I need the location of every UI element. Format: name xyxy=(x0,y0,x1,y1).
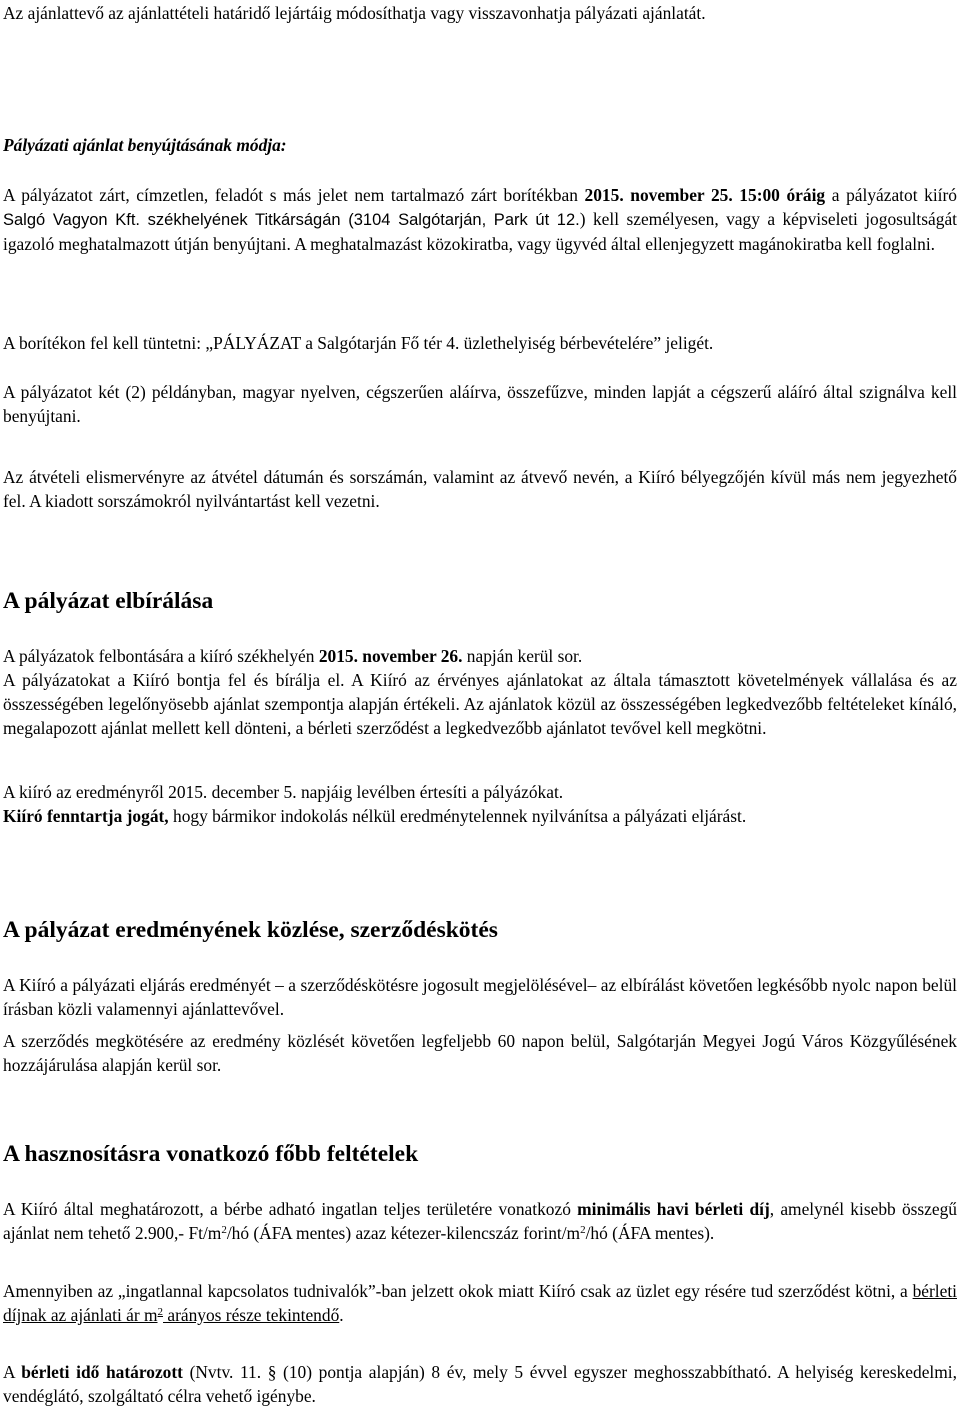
lease-text-2: (Nvtv. 11. § (10) pontja alapján) 8 év, mely 5 évvel egyszer meghosszabbítható. A helyiség kereskedelmi, vendéglátó, szolgáltató célra vehető igénybe. xyxy=(3,1362,957,1406)
opening-text-2: napján kerül sor. xyxy=(462,646,583,666)
result-paragraph-2: A szerződés megkötésére az eredmény közlését követően legfeljebb 60 napon belül, Salgótarján Megyei Jogú Város Közgyűlésének hozzájárulása alapján kerül sor. xyxy=(3,1031,957,1075)
envelope-label-paragraph: A borítékon fel kell tüntetni: „PÁLYÁZAT a Salgótarján Fő tér 4. üzlethelyiség bérbevételére” jeligét. xyxy=(3,333,714,353)
reservation-text: hogy bármikor indokolás nélkül eredménytelennek nyilvánítsa a pályázati eljárást. xyxy=(168,806,747,826)
rent-text-1: A Kiíró által meghatározott, a bérbe adható ingatlan teljes területére vonatkozó xyxy=(3,1199,578,1219)
copies-paragraph: A pályázatot két (2) példányban, magyar nyelven, cégszerűen aláírva, összefűzve, minden lapját a cégszerű aláíró által szignálva kell benyújtani. xyxy=(3,382,957,426)
intro-paragraph: Az ajánlattevő az ajánlattételi határidő lejártáig módosíthatja vagy visszavonhatja pályázati ajánlatát. xyxy=(3,3,706,23)
rent-superscript-2: 2 xyxy=(580,1223,586,1236)
opening-date: 2015. november 26. xyxy=(318,646,463,666)
opening-text-1: A pályázatok felbontására a kiíró székhelyén xyxy=(3,646,319,666)
submission-deadline: 2015. november 25. 15:00 óráig xyxy=(584,185,826,205)
submission-address: Salgó Vagyon Kft. székhelyének Titkárságán (3104 Salgótarján, Park út 12. xyxy=(3,210,580,229)
lease-term-bold: bérleti idő határozott xyxy=(21,1362,183,1382)
submission-heading: Pályázati ajánlat benyújtásának módja: xyxy=(3,135,287,155)
rent-text-4: /hó (ÁFA mentes). xyxy=(585,1222,715,1243)
evaluation-paragraph: A pályázatokat a Kiíró bontja fel és bírálja el. A Kiíró az érvényes ajánlatokat az általa támasztott követelmények vállalása és az összességében legelőnyösebb ajánlat szempontja alapján értékeli. Az ajánlatok közül az összességében legkedvezőbb feltételeket kínáló, megalapozott ajánlat mellett kell dönteni, a bérleti szerződést a legkedvezőbb ajánlatot tevővel kell megkötni. xyxy=(3,670,957,738)
partial-text-2: . xyxy=(339,1304,344,1325)
reservation-bold: Kiíró fenntartja jogát, xyxy=(3,806,169,826)
result-paragraph-1: A Kiíró a pályázati eljárás eredményét – a szerződéskötésre jogosult megjelölésével– az elbírálást követően legkésőbb nyolc napon belül írásban közli valamennyi ajánlattevővel. xyxy=(3,975,957,1019)
lease-term-paragraph xyxy=(3,1361,957,1409)
rent-text-3: /hó (ÁFA mentes) azaz kétezer-kilencszáz forint/m xyxy=(226,1222,581,1243)
submission-paragraph xyxy=(3,184,957,256)
submission-text-3: ) kell személyesen, vagy a képviseleti jogosultságát igazoló meghatalmazott útján benyújtani. A meghatalmazást közokiratba, vagy ügyvéd által ellenjegyzett magánokiratba kell foglalni. xyxy=(3,208,957,254)
evaluation-heading: A pályázat elbírálása xyxy=(3,588,214,614)
reservation-paragraph xyxy=(3,805,957,829)
rent-paragraph xyxy=(3,1198,957,1246)
partial-underlined-1: bérleti díjnak az ajánlati ár m xyxy=(3,1281,957,1325)
rent-superscript-1: 2 xyxy=(221,1223,227,1236)
result-heading: A pályázat eredményének közlése, szerződéskötés xyxy=(3,917,498,943)
opening-date-line xyxy=(3,645,957,669)
rent-text-2: , amelynél kisebb összegű ajánlat nem tehető 2.900,- Ft/m xyxy=(3,1199,957,1243)
partial-rent-paragraph xyxy=(3,1280,957,1328)
rent-minimum: minimális havi bérleti díj xyxy=(577,1199,770,1219)
partial-underlined-2: arányos része tekintendő xyxy=(163,1304,340,1325)
terms-heading: A hasznosításra vonatkozó főbb feltételek xyxy=(3,1141,419,1167)
partial-superscript: 2 xyxy=(157,1305,164,1318)
submission-text-1: A pályázatot zárt, címzetlen, feladót s más jelet nem tartalmazó zárt borítékban xyxy=(3,185,585,205)
receipt-paragraph: Az átvételi elismervényre az átvétel dátumán és sorszámán, valamint az átvevő nevén, a Kiíró bélyegzőjén kívül más nem jegyezhető fel. A kiadott sorszámokról nyilvántartást kell vezetni. xyxy=(3,467,957,511)
submission-text-2: a pályázatot kiíró xyxy=(825,185,958,205)
lease-text-1: A xyxy=(3,1362,22,1382)
partial-text-1: Amennyiben az „ingatlannal kapcsolatos tudnivalók”-ban jelzett okok miatt Kiíró csak az üzlet egy résére tud szerződést kötni, a xyxy=(3,1281,913,1301)
notification-line: A kiíró az eredményről 2015. december 5. napjáig levélben értesíti a pályázókat. xyxy=(3,782,564,802)
